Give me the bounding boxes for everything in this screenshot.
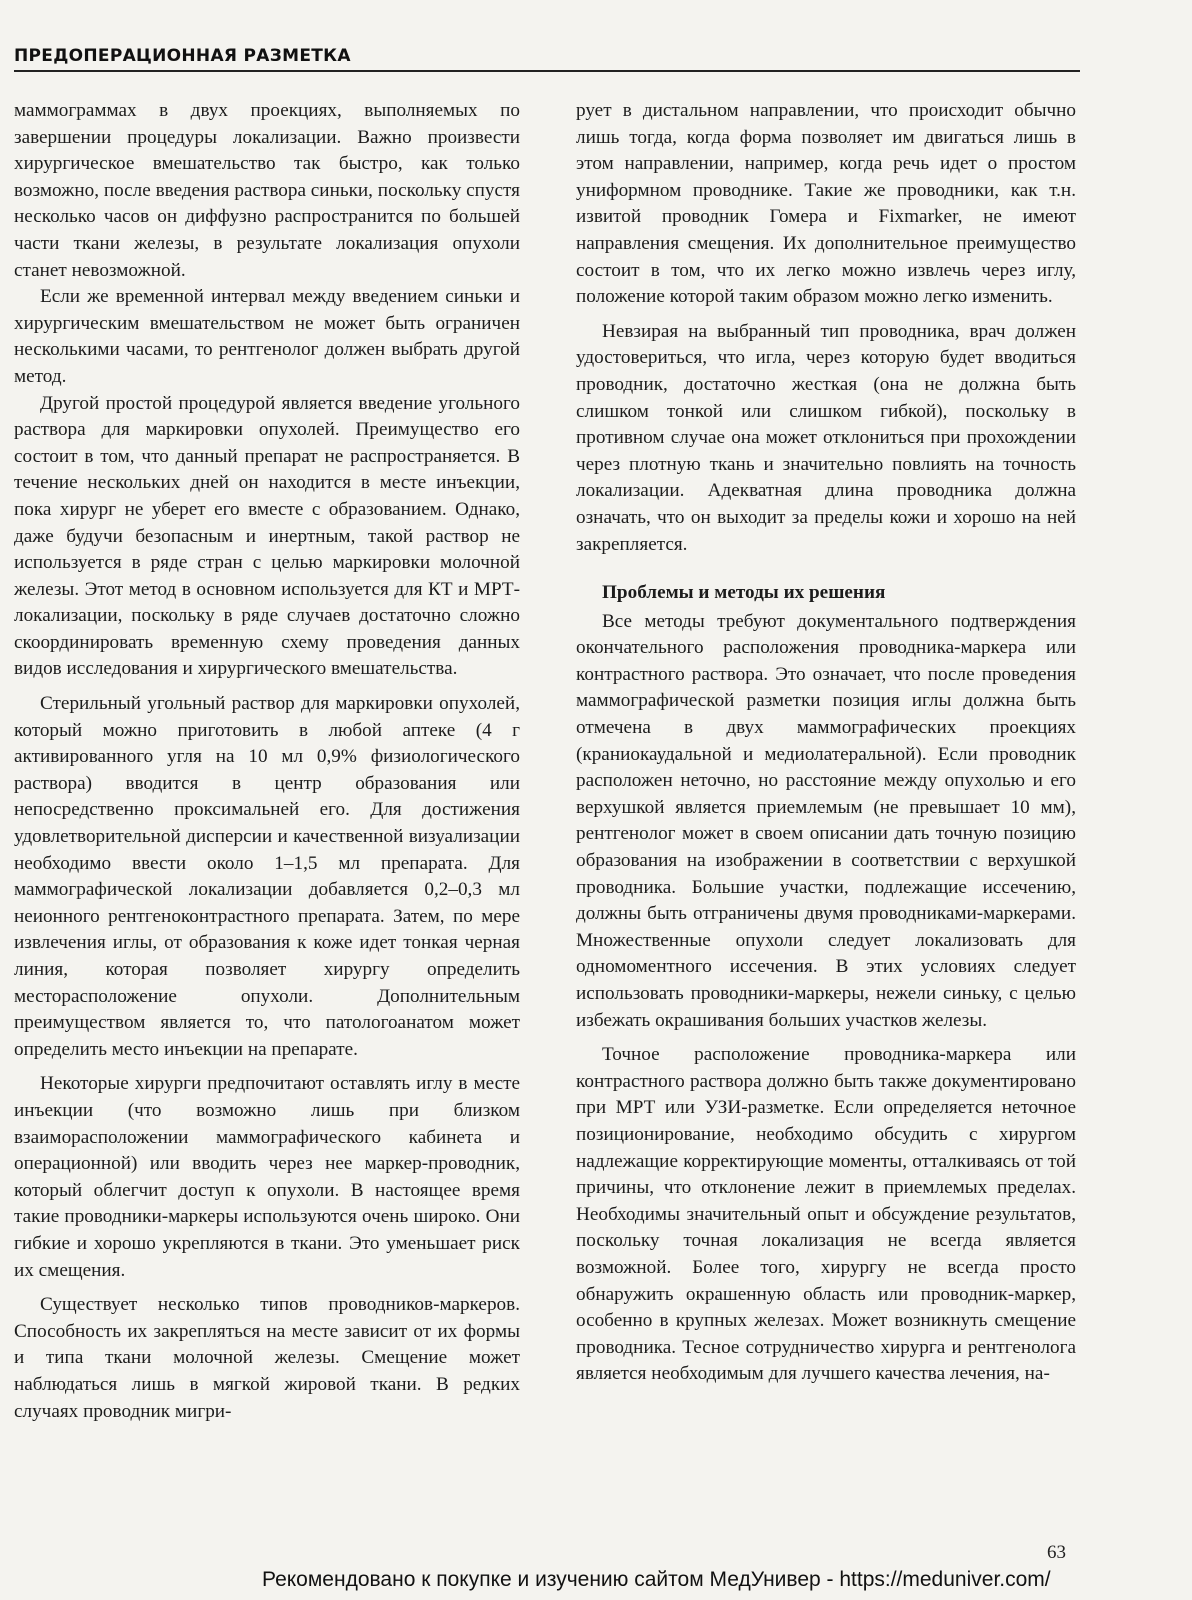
paragraph: Все методы требуют документального подтверждения окончательного расположения проводника-маркера или контрастного раствора. Это означает, что после проведения маммографической разметки позиция иглы должна быть отмечена в двух маммографических проекциях (краниокаудальной и медиолатеральной). Если проводник расположен неточно, но расстояние между опухолью и его верхушкой является приемлемым (не превышает 10 мм), рентгенолог может в своем описании дать точную позицию образования на изображении в соответствии с верхушкой проводника. Большие участки, подлежащие иссечению, должны быть отграничены двумя проводниками-маркерами. Множественные опухоли следует локализовать для одномоментного иссечения. В этих условиях следует использовать проводники-маркеры, нежели синьку, с целью избежать окрашивания больших участков железы. — [576, 610, 1076, 1031]
paragraph: Если же временной интервал между введением синьки и хирургическим вмешательством не может быть ограничен несколькими часами, то рентгенолог должен выбрать другой метод. — [14, 286, 520, 387]
section-heading: Проблемы и методы их решения — [602, 582, 886, 604]
paragraph: Точное расположение проводника-маркера или контрастного раствора должно быть также документировано при МРТ или УЗИ-разметке. Если определяется неточное позиционирование, необходимо обсудить с хирургом надлежащие корректирующие моменты, отталкиваясь от той причины, что отклонение лежит в приемлемых пределах. Необходимы значительный опыт и обсуждение результатов, поскольку точная локализация не всегда является возможной. Более того, хирургу не всегда просто обнаружить окрашенную область или проводник-маркер, особенно в крупных железах. Может возникнуть смещение проводника. Тесное сотрудничество хирурга и рентгенолога является необходимым для лучшего качества лечения, на- — [576, 1044, 1076, 1385]
right-column — [576, 98, 1076, 1388]
page-number: 63 — [1047, 1542, 1066, 1563]
paragraph: Существует несколько типов проводников-маркеров. Способность их закрепляться на месте зависит от их формы и типа ткани молочной железы. Смещение может наблюдаться лишь в мягкой жировой ткани. В редких случаях проводник мигри- — [14, 1294, 520, 1422]
paragraph: Некоторые хирурги предпочитают оставлять иглу в месте инъекции (что возможно лишь при близком взаиморасположении маммографического кабинета и операционной) или вводить через нее маркер-проводник, который облегчит доступ к опухоли. В настоящее время такие проводники-маркеры используются очень широко. Они гибкие и хорошо укрепляются в ткани. Это уменьшает риск их смещения. — [14, 1073, 520, 1281]
paragraph: рует в дистальном направлении, что происходит обычно лишь тогда, когда форма позволяет им двигаться лишь в этом направлении, например, когда речь идет о простом униформном проводнике. Такие же проводники, как т.н. извитой проводник Гомера и Fixmarker, не имеют направления смещения. Их дополнительное преимущество состоит в том, что их легко можно извлечь через иглу, положение которой таким образом можно легко изменить. — [576, 100, 1076, 308]
left-column — [14, 98, 520, 1425]
paragraph: Невзирая на выбранный тип проводника, врач должен удостовериться, что игла, через которую будет вводиться проводник, достаточно жесткая (она не должна быть слишком тонкой или слишком гибкой), поскольку в противном случае она может отклониться при прохождении через плотную ткань и значительно повлиять на точность локализации. Адекватная длина проводника должна означать, что он выходит за пределы кожи и хорошо на ней закрепляется. — [576, 320, 1076, 555]
paragraph: Другой простой процедурой является введение угольного раствора для маркировки опухолей. Преимущество его состоит в том, что данный препарат не распространяется. В течение нескольких дней он находится в месте инъекции, пока хирург не уберет его вместе с образованием. Однако, даже будучи безопасным и инертным, такой раствор не используется в ряде стран с целью маркировки молочной железы. Этот метод в основном используется для КТ и МРТ-локализации, поскольку в ряде случаев достаточно сложно скоординировать временную схему проведения данных видов исследования и хирургического вмешательства. — [14, 392, 520, 680]
running-header: ПРЕДОПЕРАЦИОННАЯ РАЗМЕТКА — [14, 46, 351, 66]
paragraph: Стерильный угольный раствор для маркировки опухолей, который можно приготовить в любой аптеке (4 г активированного угля на 10 мл 0,9% физиологического раствора) вводится в центр образования или непосредственно проксимальней его. Для достижения удовлетворительной дисперсии и качественной визуализации необходимо ввести около 1–1,5 мл препарата. Для маммографической локализации добавляется 0,2–0,3 мл неионного рентгеноконтрастного препарата. Затем, по мере извлечения иглы, от образования к коже идет тонкая черная линия, которая позволяет хирургу определить месторасположение опухоли. Дополнительным преимуществом является то, что патологоанатом может определить место инъекции на препарате. — [14, 693, 520, 1060]
footer-link-text[interactable]: Рекомендовано к покупке и изучению сайтом МедУнивер - https://meduniver.com/ — [262, 1568, 1051, 1591]
paragraph: маммограммах в двух проекциях, выполняемых по завершении процедуры локализации. Важно произвести хирургическое вмешательство так быстро, как только возможно, после введения раствора синьки, поскольку спустя несколько часов он диффузно распространится по большей части ткани железы, в результате локализация опухоли станет невозможной. — [14, 100, 520, 281]
header-rule — [14, 70, 1080, 72]
